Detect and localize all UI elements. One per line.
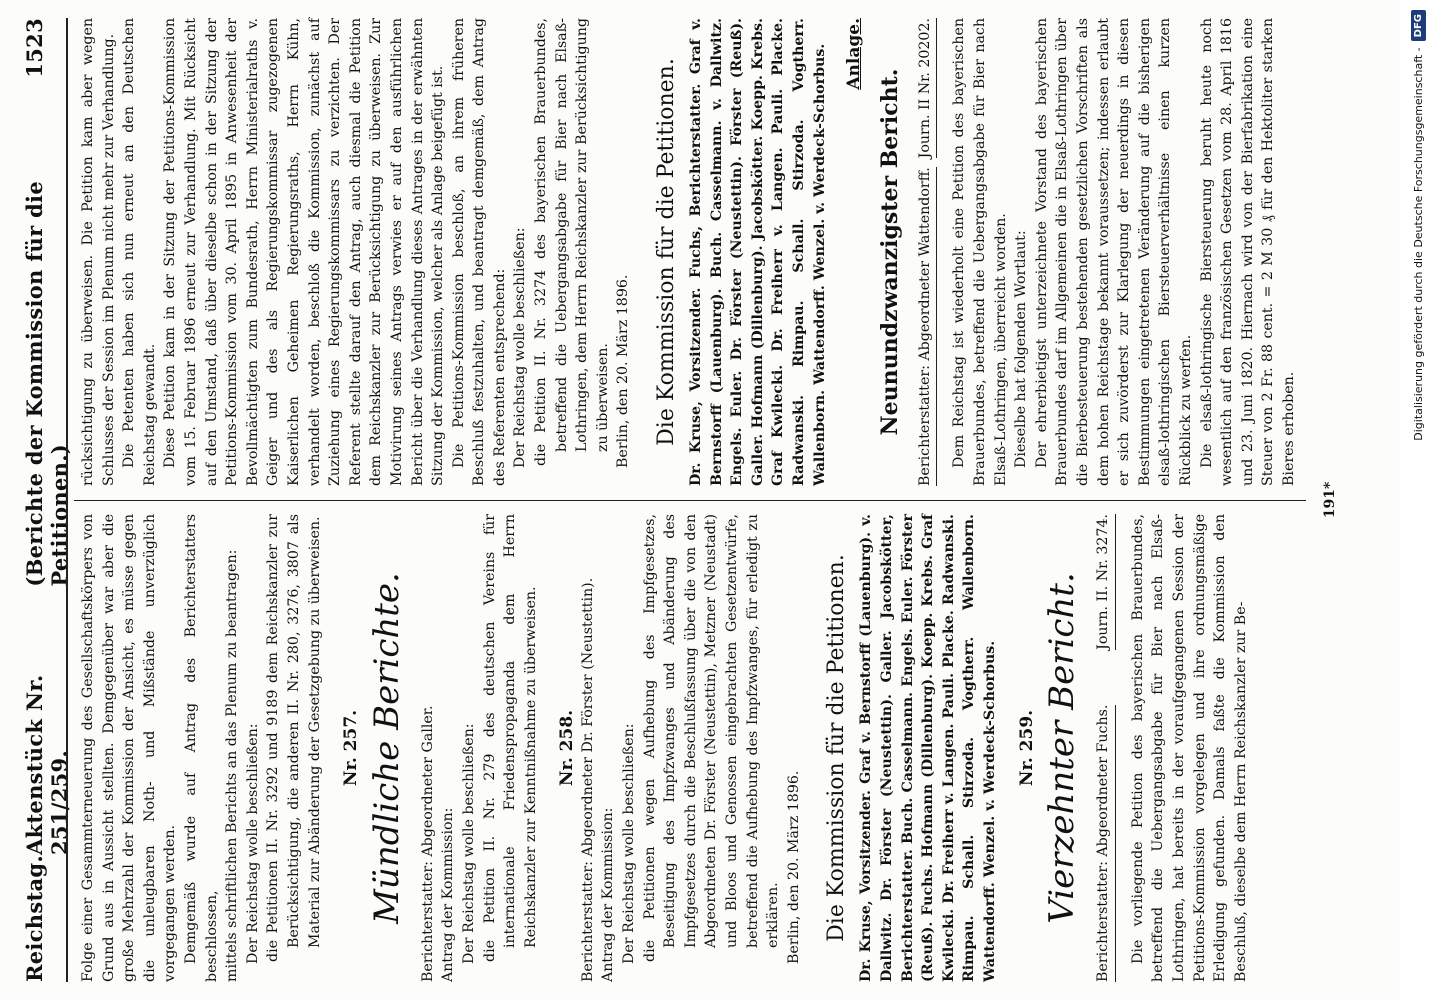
section-number: Nr. 257. <box>341 709 362 787</box>
paragraph: Diese Petition kam in der Sitzung der Petitions-Kommission vom 15. Februar 1896 erneut zur Verhandlung. Mit Rücksicht auf den Umstand, daß über dieselbe schon in der Sitzung der Petitions-Kommission vom 30. April 1895 in Anwesenheit der Bevollmächtigten zum Bundesrath, Herrn Ministerialraths v. Geiger und des als Regierungskommissar zugezogenen Kaiserlichen Geheimen Regierungsraths, Herrn Kühn, verhandelt worden, beschloß die Kommission, zunächst auf Zuziehung eines Regierungskommissars zu verzichten. Der Referent stellte darauf den Antrag, auch diesmal die Petition dem Reichskanzler zur Berücksichtigung zu überweisen. Zur Motivirung seines Antrags verwies er auf den ausführlichen Bericht über die Verhandlung dieses Antrages in der erwähnten Sitzung der Kommission, welcher als Anlage beigefügt ist. <box>162 18 447 486</box>
credit-text: Digitalisierung gefördert durch die Deutsche Forschungsgemeinschaft - <box>1411 47 1425 441</box>
paragraph: Der Reichstag wolle beschließen: <box>244 723 261 964</box>
section-title: Neunundzwanzigster Bericht. <box>876 68 903 436</box>
reference-line <box>915 18 938 486</box>
paragraph: Antrag der Kommission: <box>440 807 457 982</box>
left-column <box>78 514 1251 982</box>
section-title: Vierzehnter Bericht. <box>1042 572 1083 924</box>
journal-number: Journ. II. Nr. 3274. <box>1093 514 1116 650</box>
signature-mark: 191* <box>1322 481 1338 519</box>
commission-heading: Die Kommission für die Petitionen. <box>824 554 850 942</box>
paragraph: Folge einer Gesammterneuerung des Gesellschaftskörpers von Grund aus in Aussicht stellten. Demgegenüber war aber die große Mehrzahl der Kommission der Ansicht, es müsse gegen die unleugbaren Noth- und Mißstände unverzüglich vorgegangen werden. <box>80 514 179 982</box>
date-line: Berlin, den 20. März 1896. <box>785 770 802 964</box>
header-page-number: 1523 <box>22 18 47 78</box>
appendix-label: Anlage. <box>844 18 865 90</box>
member-list: Dr. Kruse, Vorsitzender. Fuchs, Berichterstatter. Graf v. Bernstorff (Lauenburg). Buch. Casselmann. v. Dallwitz. Engels. Euler. Dr. Förster (Neustettin). Förster (Reuß). Galler. Hofmann (Dillenburg). Jacobskötter. Koepp. Krebs. Graf Kwilecki. Dr. Freiherr v. Langen. Pauli. Placke. Radwanski. Rimpau. Schall. Stirzoda. Vogtherr. Wallenborn. Wattendorff. Wenzel. v. Werdeck-Schorbus. <box>688 18 828 486</box>
paragraph: mittels schriftlichen Berichts an das Plenum zu beantragen: <box>224 549 241 982</box>
motion-text: die Petition II. Nr. 279 des deutschen Vereins für internationale Friedenspropaganda dem Herrn Reichskanzler zur Kenntnißnahme zu überweisen. <box>481 514 539 962</box>
rapporteur: Berichterstatter: Abgeordneter Fuchs. <box>1093 705 1116 982</box>
paragraph: Die Petenten haben sich nun erneut an den Deutschen Reichstag gewandt. <box>121 18 158 486</box>
motion-text: die Petitionen wegen Aufhebung des Impfgesetzes, Beseitigung des Impfzwanges und Abänderung des Impfgesetzes durch die Beschlußfassung über die von den Abgeordneten Dr. Förster (Neustettin), Metzner (Neustadt) und Bloos und Genossen eingebrachten Gesetzentwürfe, betreffend die Aufhebung des Impfzwanges, für erledigt zu erklären. <box>641 514 782 962</box>
header-rule <box>66 18 68 982</box>
section-number: Nr. 259. <box>1016 709 1037 787</box>
paragraph: Dem Reichstag ist wiederholt eine Petition des bayerischen Brauerbundes, betreffend die Uebergangsabgabe für Bier nach Elsaß-Lothringen, überreicht worden. <box>951 18 1009 486</box>
paragraph: Die Petitions-Kommission beschloß, an ihrem früheren Beschluß festzuhalten, und beantragt demgemäß, dem Antrag des Referenten entsprechend: <box>450 18 508 486</box>
header-mid: (Berichte der Kommission für die Petitionen.) <box>22 180 72 587</box>
page-header <box>22 18 72 982</box>
paragraph: Der Reichstag wolle beschließen: <box>512 227 529 468</box>
dfg-logo: DFG <box>1411 10 1426 41</box>
date-line: Berlin, den 20. März 1896. <box>615 274 632 468</box>
paragraph: Berichterstatter: Abgeordneter Galler. <box>419 705 436 982</box>
section-title: Mündliche Berichte. <box>366 572 407 924</box>
paragraph: rücksichtigung zu überweisen. Die Petition kam aber wegen Schlusses der Session im Plenum nicht mehr zur Verhandlung. <box>80 18 117 486</box>
paragraph: Demgemäß wurde auf Antrag des Berichterstatters beschlossen, <box>182 514 220 982</box>
header-left: Reichstag. <box>22 855 47 982</box>
paragraph: Berichterstatter: Abgeordneter Dr. Förster (Neustettin). <box>579 577 596 982</box>
paragraph: Die elsaß-lothringische Biersteuerung beruht heute noch wesentlich auf den französischen Gesetzen vom 28. April 1816 und 23. Juni 1820. Hiernach wird von der Bierfabrikation eine Steuer von 2 Fr. 88 cent. = 2 M 30 ₰ für den Hektoliter starken Bieres erhoben. <box>1198 18 1297 486</box>
paragraph: Der Reichstag wolle beschließen: <box>621 723 638 964</box>
sidebar-credit <box>1402 0 1434 1000</box>
reference-line <box>1093 514 1116 982</box>
member-list: Dr. Kruse, Vorsitzender. Graf v. Bernstorff (Lauenburg). v. Dallwitz. Dr. Förster (Neustettin). Galler. Jacobskötter, Berichterstatter. Buch. Casselmann. Engels. Euler. Förster (Reuß). Fuchs. Hofmann (Dillenburg). Koepp. Krebs. Graf Kwilecki. Dr. Freiherr v. Langen. Pauli. Placke. Radwanski. Rimpau. Schall. Stirzoda. Vogtherr. Wallenborn. Wattendorff. Wenzel. v. Werdeck-Schorbus. <box>858 514 998 982</box>
paragraph: Die vorliegende Petition des bayerischen Brauerbundes, betreffend die Uebergangsabgabe für Bier nach Elsaß-Lothringen, hat bereits in der voraufgegangenen Session der Petitions-Kommission vorgelegen und ihre ordnungsmäßige Erledigung gefunden. Damals faßte die Kommission den Beschluß, dieselbe dem Herrn Reichskanzler zur Be- <box>1129 514 1249 982</box>
paragraph: Der Reichstag wolle beschließen: <box>460 723 477 964</box>
paragraph: Dieselbe hat folgenden Wortlaut: <box>1013 230 1030 468</box>
digitization-sidebar <box>1402 0 1434 1000</box>
section-number: Nr. 258. <box>557 709 578 787</box>
rapporteur: Berichterstatter: Abgeordneter Wattendorff. <box>915 167 938 486</box>
paragraph: Der ehrerbietigst unterzeichnete Vorstand des bayerischen Brauerbundes darf im Allgemeinen die in Elsaß-Lothringen über die Bierbesteuerung bestehenden gesetzlichen Vorschriften als dem hohen Reichstage bekannt voraussetzen; indessen erlaubt er sich zuvörderst zur Klarlegung der neuerdings in diesen Bestimmungen eingetretenen Veränderung auf die bisherigen elsaß-lothringischen Biersteuerverhältnisse einen kurzen Rückblick zu werfen. <box>1033 18 1194 486</box>
paragraph: Antrag der Kommission: <box>600 807 617 982</box>
right-column <box>78 18 1299 486</box>
journal-number: Journ. II Nr. 20202. <box>915 18 938 158</box>
column-rule <box>74 500 1306 501</box>
commission-heading: Die Kommission für die Petitionen. <box>654 58 680 446</box>
header-doc: Aktenstück Nr. 251/259. <box>22 674 72 856</box>
motion-text: die Petitionen II. Nr. 3292 und 9189 dem Reichskanzler zur Berücksichtigung, die anderen II. Nr. 280, 3276, 3807 als Material zur Abänderung der Gesetzgebung zu überweisen. <box>265 514 323 962</box>
motion-text: die Petition II. Nr. 3274 des bayerischen Brauerbundes, betreffend die Uebergangsabgabe für Bier nach Elsaß-Lothringen, dem Herrn Reichskanzler zur Berücksichtigung zu überweisen. <box>533 18 611 466</box>
